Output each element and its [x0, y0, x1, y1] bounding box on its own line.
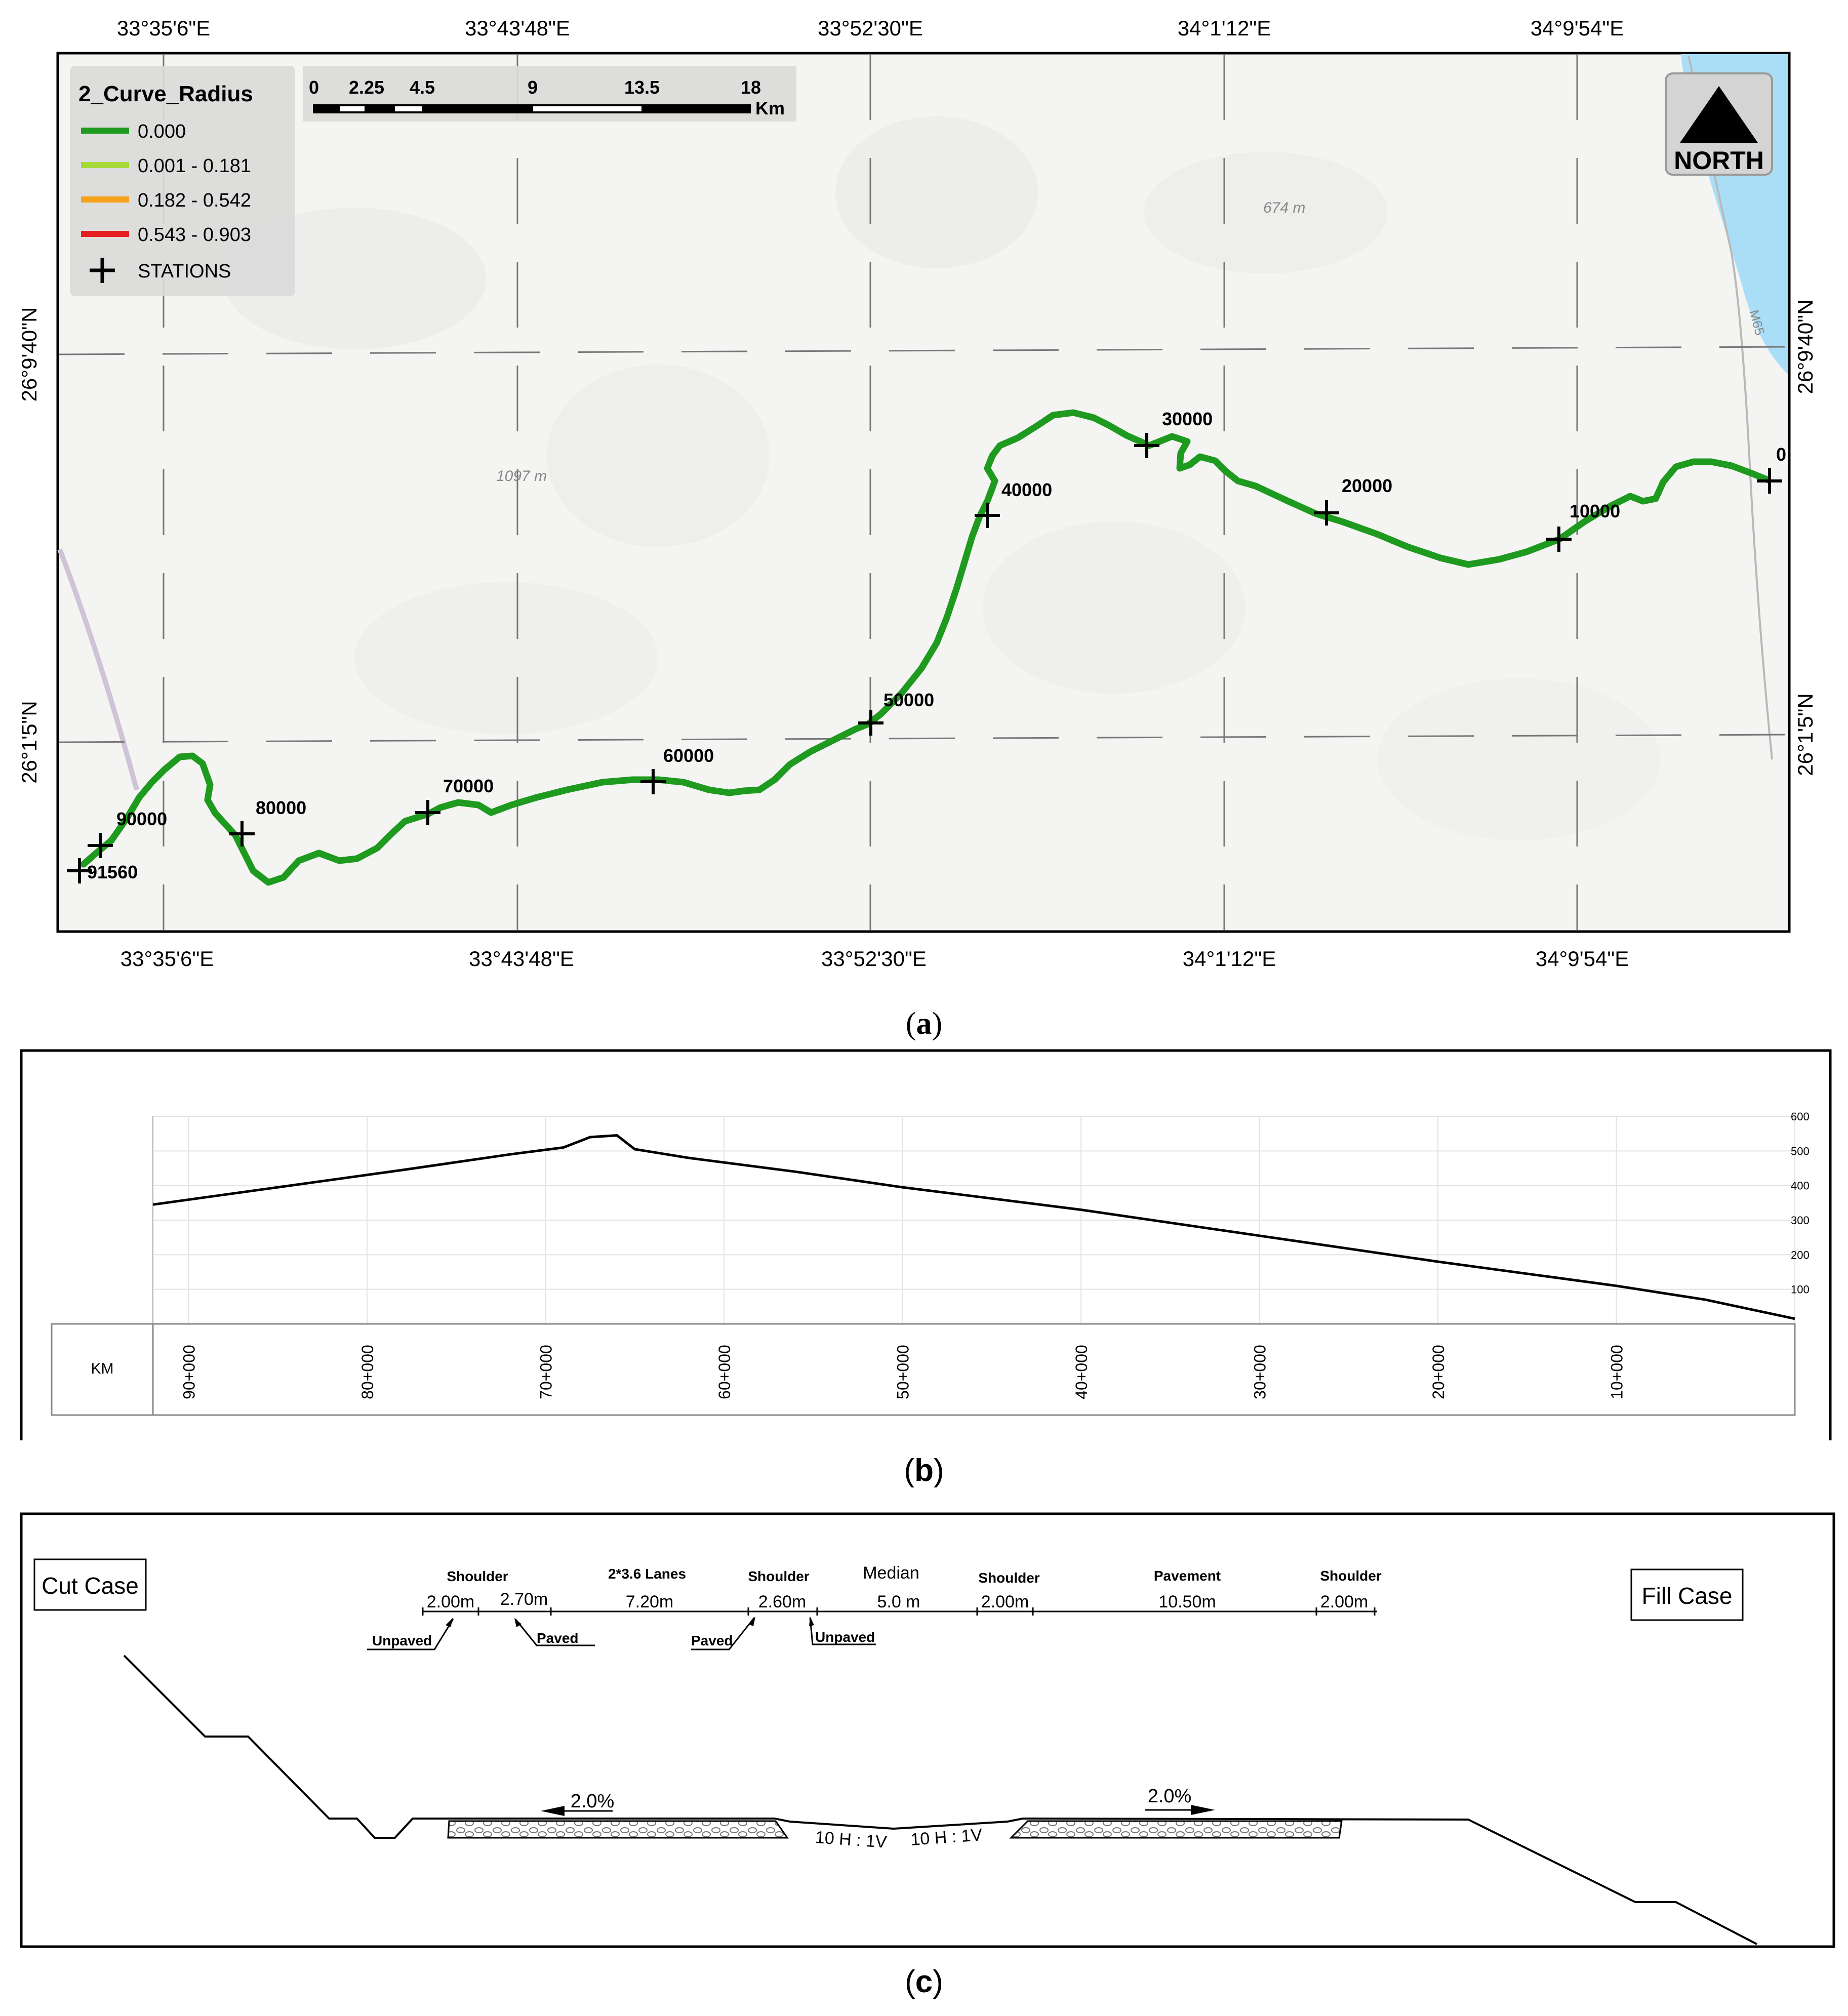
y-tick-label: 600 — [1791, 1110, 1810, 1123]
slope-label-right: 2.0% — [1147, 1786, 1192, 1807]
pointer-label: Unpaved — [372, 1633, 432, 1648]
section-header: Shoulder — [978, 1570, 1040, 1586]
dimension-label: 2.70m — [500, 1590, 548, 1609]
legend-label: 0.000 — [138, 121, 186, 142]
section-header: 2*3.6 Lanes — [608, 1566, 687, 1582]
lon-label: 34°9'54"E — [1530, 16, 1624, 40]
dimension-label: 2.60m — [758, 1592, 807, 1611]
pointer-label: Paved — [691, 1633, 733, 1648]
scale-tick: 18 — [740, 77, 761, 98]
median-slope-label: 10 H : 1V — [814, 1828, 888, 1852]
section-header: Shoulder — [748, 1568, 810, 1584]
legend-label: 0.001 - 0.181 — [138, 155, 251, 177]
caption-a: (a) — [905, 1006, 943, 1041]
legend-title: 2_Curve_Radius — [78, 82, 253, 106]
station-label: 80000 — [256, 797, 307, 818]
x-tick-label: 40+000 — [1072, 1345, 1091, 1399]
caption-b: (b) — [904, 1453, 944, 1488]
elevation-label: 674 m — [1263, 199, 1306, 216]
lon-label: 33°52'30"E — [821, 947, 927, 971]
lon-labels-top — [117, 16, 1624, 40]
north-label: NORTH — [1674, 146, 1764, 175]
road-label: M65 — [1746, 308, 1768, 337]
lon-label: 34°9'54"E — [1535, 947, 1629, 971]
legend-label: STATIONS — [138, 261, 231, 282]
scale-tick: 2.25 — [348, 77, 385, 98]
section-header: Shoulder — [1320, 1568, 1382, 1584]
map-legend — [70, 66, 295, 296]
dimension-label: 2.00m — [981, 1592, 1029, 1611]
median-slope-label: 10 H : 1V — [910, 1825, 983, 1849]
station-label: 50000 — [883, 690, 935, 710]
lon-label: 33°43'48"E — [469, 947, 574, 971]
scale-tick: 9 — [527, 77, 538, 98]
pavement-right — [1011, 1821, 1342, 1838]
scale-tick: 4.5 — [409, 77, 435, 98]
lat-label: 26°1'5"N — [1793, 693, 1817, 776]
x-tick-label: 60+000 — [715, 1345, 734, 1399]
pavement-left — [448, 1821, 787, 1838]
y-tick-label: 300 — [1791, 1214, 1810, 1227]
x-tick-label: 80+000 — [358, 1345, 377, 1399]
station-label: 20000 — [1342, 475, 1393, 496]
legend-label: 0.182 - 0.542 — [138, 190, 251, 211]
elevation-label: 1097 m — [496, 468, 547, 485]
x-tick-label: 10+000 — [1608, 1345, 1626, 1399]
dimension-label: 2.00m — [1320, 1592, 1369, 1611]
station-label: 30000 — [1162, 409, 1213, 429]
dimension-label: 7.20m — [625, 1592, 674, 1611]
station-label: 70000 — [443, 776, 494, 796]
legend-label: 0.543 - 0.903 — [138, 224, 251, 246]
x-tick-label: 50+000 — [894, 1345, 912, 1399]
y-tick-label: 100 — [1791, 1283, 1810, 1296]
y-tick-label: 200 — [1791, 1248, 1810, 1262]
cut-case-label: Cut Case — [42, 1573, 139, 1599]
dimension-label: 10.50m — [1158, 1592, 1216, 1611]
lat-label: 26°9'40"N — [1793, 299, 1817, 394]
dimension-label: 2.00m — [426, 1592, 475, 1611]
caption-c: (c) — [905, 1964, 943, 1999]
pointer-label: Unpaved — [815, 1629, 875, 1645]
panel-b-profile — [21, 1051, 1830, 1488]
lon-label: 33°35'6"E — [116, 16, 211, 40]
y-tick-label: 500 — [1791, 1145, 1810, 1158]
x-tick-label: 30+000 — [1251, 1345, 1269, 1399]
station-label: 60000 — [663, 745, 714, 766]
slope-label-left: 2.0% — [570, 1791, 615, 1812]
lon-label: 33°35'6"E — [120, 947, 214, 971]
scale-tick: 13.5 — [624, 77, 660, 98]
lat-label: 26°1'5"N — [17, 701, 41, 784]
station-label: 0 — [1776, 444, 1787, 465]
panel-c-frame — [21, 1514, 1834, 1947]
lon-labels-bottom — [120, 947, 1629, 971]
x-tick-label: 70+000 — [537, 1345, 555, 1399]
lat-label: 26°9'40"N — [17, 307, 41, 402]
station-label: 40000 — [1001, 479, 1053, 500]
x-tick-label: 20+000 — [1429, 1345, 1448, 1399]
scale-bar — [303, 66, 796, 122]
km-row-label: KM — [91, 1360, 114, 1377]
chainage-table — [52, 1324, 1795, 1415]
lon-label: 33°52'30"E — [818, 16, 923, 40]
section-header: Pavement — [1153, 1568, 1221, 1584]
section-header: Median — [863, 1563, 919, 1583]
section-header: Shoulder — [447, 1568, 508, 1584]
north-arrow-icon — [1666, 73, 1772, 175]
dimension-label: 5.0 m — [877, 1592, 920, 1611]
y-tick-label: 400 — [1791, 1179, 1810, 1192]
scale-tick: 0 — [308, 77, 319, 98]
station-label: 10000 — [1570, 501, 1621, 521]
scale-unit: Km — [755, 98, 785, 118]
lon-label: 33°43'48"E — [465, 16, 570, 40]
x-tick-label: 90+000 — [180, 1345, 198, 1399]
lon-label: 34°1'12"E — [1182, 947, 1276, 971]
station-label: 90000 — [116, 809, 168, 829]
station-label: 91560 — [87, 862, 138, 882]
panel-c-cross-section — [21, 1514, 1834, 1999]
panel-a-map — [17, 16, 1817, 1041]
fill-case-label: Fill Case — [1641, 1583, 1733, 1609]
pointer-label: Paved — [537, 1630, 579, 1646]
lon-label: 34°1'12"E — [1177, 16, 1271, 40]
